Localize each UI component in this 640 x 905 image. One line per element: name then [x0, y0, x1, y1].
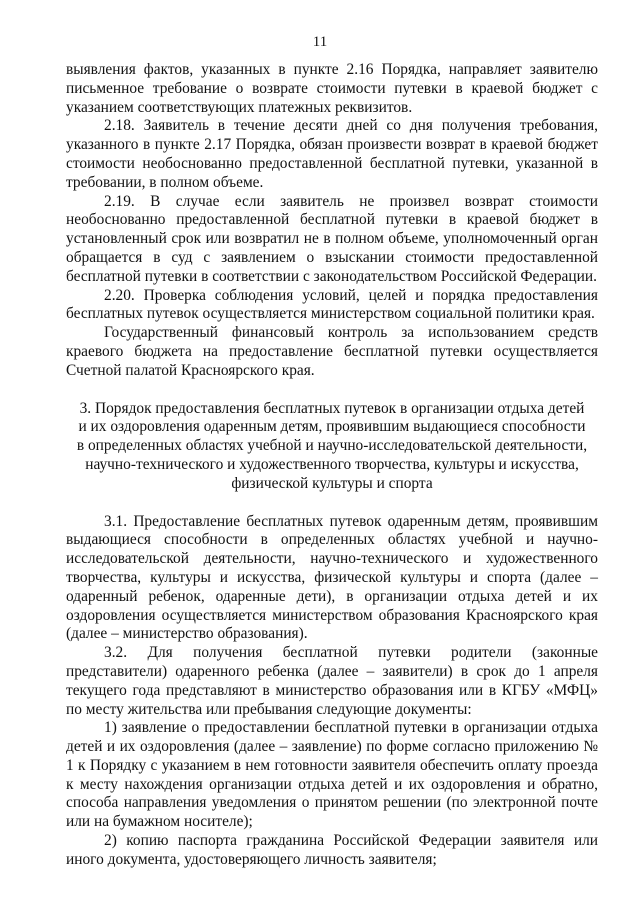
paragraph-2-20: 2.20. Проверка соблюдения условий, целей и порядка предоставления бесплатных путевок осуществляется министерством социальной политики края. — [66, 286, 598, 323]
list-item-3-2-2: 2) копию паспорта гражданина Российской Федерации заявителя или иного документа, удостоверяющего личность заявителя; — [66, 832, 598, 868]
paragraph-2-18: 2.18. Заявитель в течение десяти дней со дня получения требования, указанного в пункте 2.17 Порядка, обязан произвести возврат в краевой бюджет стоимости необоснованно предоставленной бесплатной путевки, указанной в требовании, в полном объеме. — [66, 117, 598, 191]
spacer — [66, 494, 598, 513]
paragraph-2-19: 2.19. В случае если заявитель не произвел возврат стоимости необоснованно предоставленной бесплатной путевки в краевой бюджет в установленный срок или возвратил не в полном объеме, уполномоченный орган обращается в суд с заявлением о взыскании стоимости предоставленной бесплатной путевки в соответствии с законодательством Российской Федерации. — [66, 192, 598, 285]
paragraph-3-2: 3.2. Для получения бесплатной путевки родители (законные представители) одаренного ребенка (далее – заявители) в срок до 1 апреля текущего года представляют в министерство образования или в КГБУ «МФЦ» по месту жительства или пребывания следующие документы: — [66, 644, 598, 718]
paragraph-financial-control: Государственный финансовый контроль за использованием средств краевого бюджета на предоставление бесплатной путевки осуществляется Счетной палатой Красноярского края. — [66, 324, 598, 379]
paragraph-2-17-continuation: выявления фактов, указанных в пункте 2.16 Порядка, направляет заявителю письменное требование о возврате стоимости путевки в краевой бюджет с указанием соответствующих платежных реквизитов. — [66, 61, 598, 116]
spacer — [66, 381, 598, 400]
section-3-heading: 3. Порядок предоставления бесплатных путевок в организации отдыха детей и их оздоровления одаренным детям, проявившим выдающиеся способности в определенных областях учебной и научно-исследовательской деятельности, научно-технического и художественного творчества, культуры и искусства, физической культуры и спорта — [76, 399, 588, 492]
list-item-3-2-1: 1) заявление о предоставлении бесплатной путевки в организации отдыха детей и их оздоровления (далее – заявление) по форме согласно приложению № 1 к Порядку с указанием в нем готовности заявителя обеспечить оплату проезда к месту нахождения организации отдыха детей и их оздоровления и обратно, способа направления уведомления о принятом решении (по электронной почте или на бумажном носителе); — [66, 719, 598, 831]
page-number: 11 — [312, 34, 328, 50]
paragraph-3-1: 3.1. Предоставление бесплатных путевок одаренным детям, проявившим выдающиеся способности в определенных областях учебной и научно-исследовательской деятельности, научно-технического и художественного творчества, культуры и искусства, физической культуры и спорта (далее – одаренный ребенок, одаренные дети), в организации отдыха детей и их оздоровления осуществляется министерством образования Красноярского края (далее – министерство образования). — [66, 512, 598, 643]
document-body — [66, 61, 598, 870]
